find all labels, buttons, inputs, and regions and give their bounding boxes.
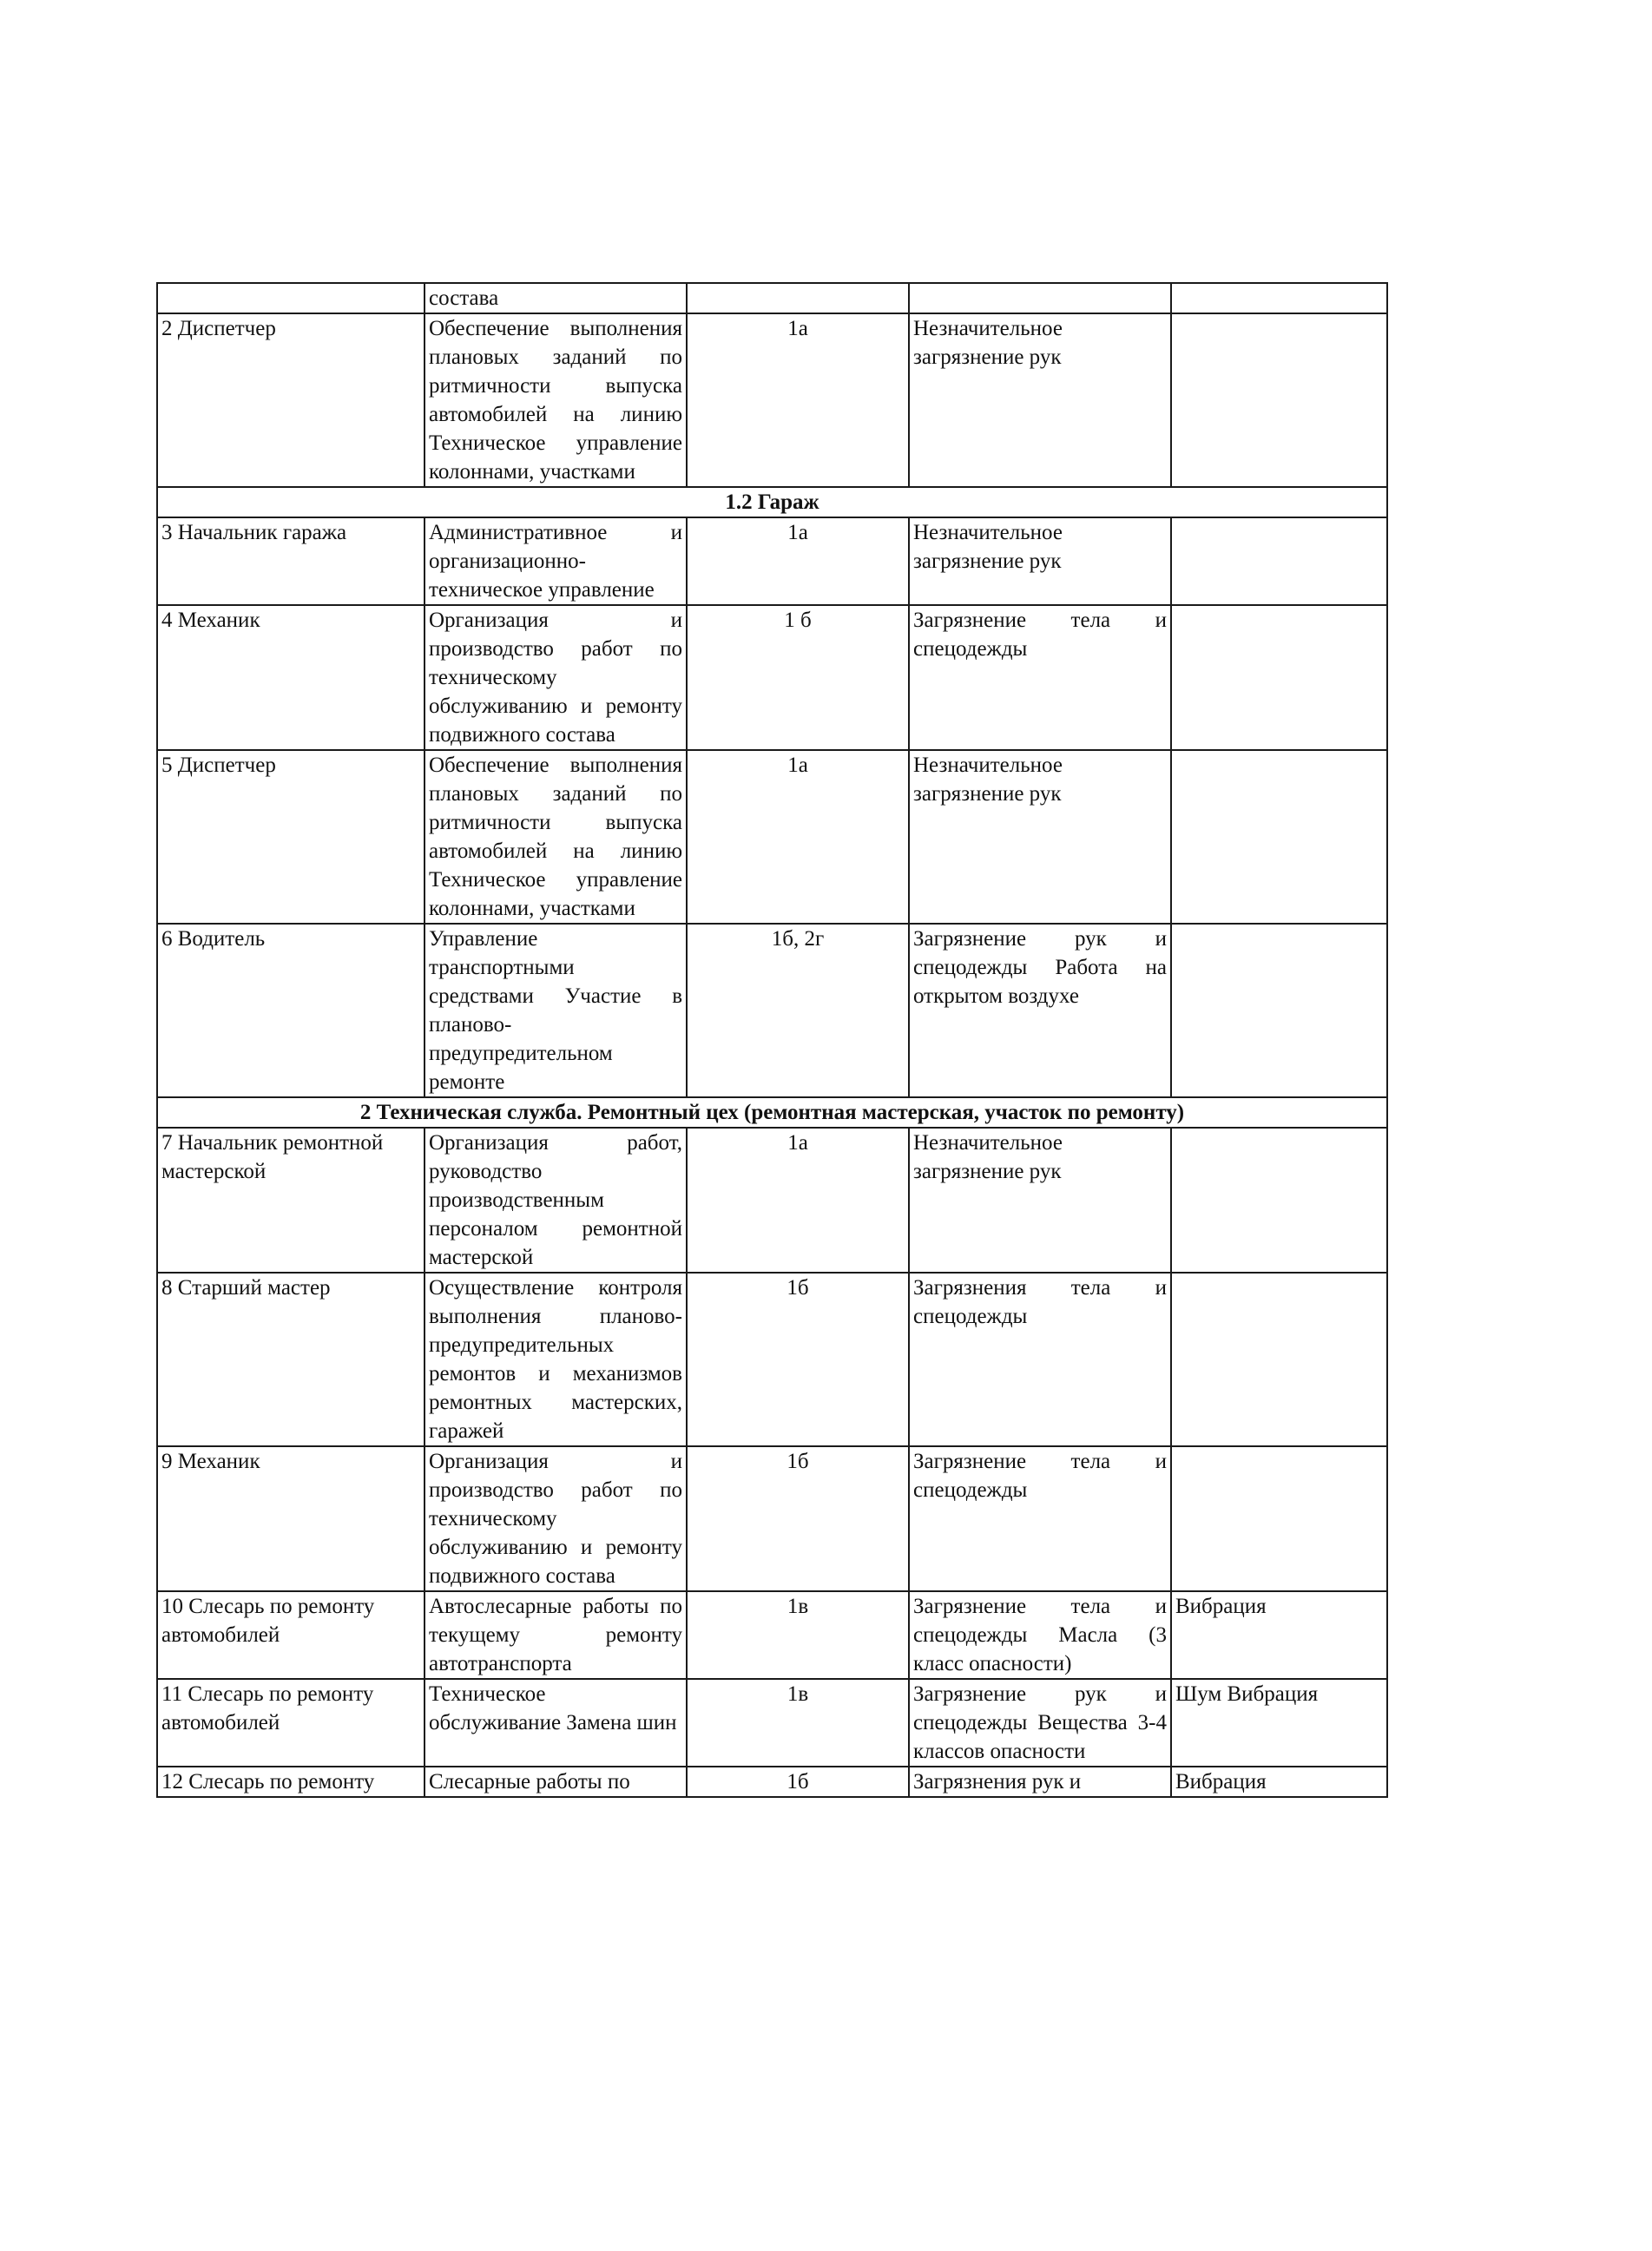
category-cell: 1 б [687,605,909,750]
professions-table [156,282,1388,1798]
table-row [157,1128,1387,1273]
work-description-cell: Обеспечение выполнения плановых заданий по ритмичности выпуска автомобилей на линию Техническое управление колоннами, участками [425,313,687,487]
pollution-cell: Незначительное загрязнение рук [909,1128,1171,1273]
work-description-cell: Осуществление контроля выполнения планово-предупредительных ремонтов и механизмов ремонтных мастерских, гаражей [425,1273,687,1446]
table-row [157,1273,1387,1446]
harmful-factors-cell: Шум Вибрация [1171,1679,1387,1767]
harmful-factors-cell: Вибрация [1171,1591,1387,1679]
work-description-cell: Организация и производство работ по техническому обслуживанию и ремонту подвижного состава [425,1446,687,1591]
table-body [157,283,1387,1797]
pollution-cell: Незначительное загрязнение рук [909,750,1171,924]
category-cell: 1б [687,1767,909,1797]
table-row [157,1767,1387,1797]
position-cell: 6 Водитель [157,924,425,1097]
table-row [157,1679,1387,1767]
section-title: 1.2 Гараж [157,487,1387,517]
section-header-row [157,487,1387,517]
harmful-factors-cell [1171,517,1387,605]
work-description-cell: Техническое обслуживание Замена шин [425,1679,687,1767]
table-row [157,283,1387,313]
harmful-factors-cell [1171,313,1387,487]
position-cell: 12 Слесарь по ремонту [157,1767,425,1797]
harmful-factors-cell [1171,605,1387,750]
work-description-cell: Административное и организационно-техническое управление [425,517,687,605]
table-row [157,750,1387,924]
work-description-cell: Обеспечение выполнения плановых заданий по ритмичности выпуска автомобилей на линию Техническое управление колоннами, участками [425,750,687,924]
table-row [157,1446,1387,1591]
pollution-cell: Загрязнения тела и спецодежды [909,1273,1171,1446]
position-cell: 8 Старший мастер [157,1273,425,1446]
category-cell: 1а [687,313,909,487]
work-description-cell: Автослесарные работы по текущему ремонту автотранспорта [425,1591,687,1679]
table-row [157,517,1387,605]
harmful-factors-cell [1171,750,1387,924]
harmful-factors-cell [1171,1273,1387,1446]
position-cell: 2 Диспетчер [157,313,425,487]
position-cell: 5 Диспетчер [157,750,425,924]
position-cell: 9 Механик [157,1446,425,1591]
work-description-cell: Организация работ, руководство производственным персоналом ремонтной мастерской [425,1128,687,1273]
category-cell: 1а [687,1128,909,1273]
position-cell: 3 Начальник гаража [157,517,425,605]
category-cell: 1б, 2г [687,924,909,1097]
section-header-row [157,1097,1387,1128]
pollution-cell: Загрязнение рук и спецодежды Работа на открытом воздухе [909,924,1171,1097]
pollution-cell [909,283,1171,313]
pollution-cell: Загрязнение тела и спецодежды Масла (3 класс опасности) [909,1591,1171,1679]
category-cell: 1в [687,1679,909,1767]
pollution-cell: Загрязнения рук и [909,1767,1171,1797]
work-description-cell: Организация и производство работ по техническому обслуживанию и ремонту подвижного состава [425,605,687,750]
work-description-cell: Управление транспортными средствами Участие в планово-предупредительном ремонте [425,924,687,1097]
harmful-factors-cell: Вибрация [1171,1767,1387,1797]
position-cell: 10 Слесарь по ремонту автомобилей [157,1591,425,1679]
pollution-cell: Загрязнение рук и спецодежды Вещества 3-4 классов опасности [909,1679,1171,1767]
pollution-cell: Загрязнение тела и спецодежды [909,605,1171,750]
table-row [157,313,1387,487]
category-cell: 1б [687,1273,909,1446]
category-cell: 1а [687,750,909,924]
harmful-factors-cell [1171,1128,1387,1273]
harmful-factors-cell [1171,1446,1387,1591]
position-cell: 4 Механик [157,605,425,750]
harmful-factors-cell [1171,924,1387,1097]
section-title: 2 Техническая служба. Ремонтный цех (ремонтная мастерская, участок по ремонту) [157,1097,1387,1128]
category-cell [687,283,909,313]
category-cell: 1а [687,517,909,605]
pollution-cell: Незначительное загрязнение рук [909,313,1171,487]
harmful-factors-cell [1171,283,1387,313]
work-description-cell: Слесарные работы по [425,1767,687,1797]
table-row [157,924,1387,1097]
pollution-cell: Незначительное загрязнение рук [909,517,1171,605]
position-cell: 7 Начальник ремонтной мастерской [157,1128,425,1273]
document-page [156,282,1385,1798]
pollution-cell: Загрязнение тела и спецодежды [909,1446,1171,1591]
position-cell [157,283,425,313]
category-cell: 1в [687,1591,909,1679]
table-row [157,1591,1387,1679]
position-cell: 11 Слесарь по ремонту автомобилей [157,1679,425,1767]
table-row [157,605,1387,750]
work-description-cell: состава [425,283,687,313]
category-cell: 1б [687,1446,909,1591]
